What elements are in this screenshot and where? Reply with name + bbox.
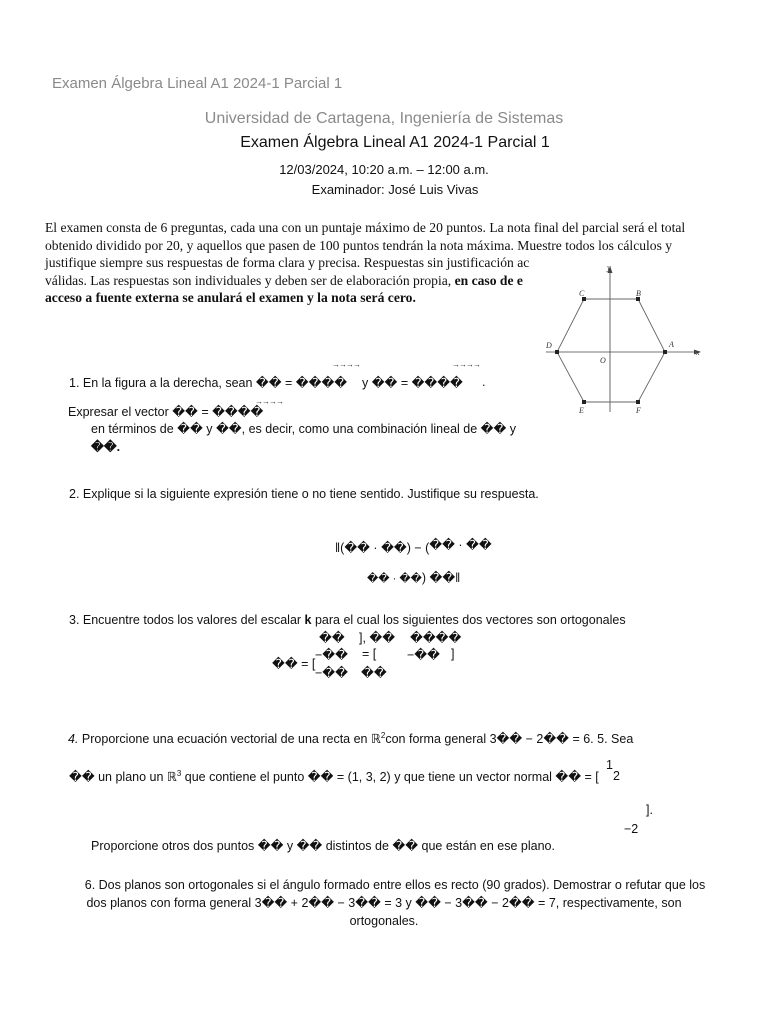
q3-matrix-entry: �� xyxy=(319,631,345,645)
q2-expression-top: ‖(�� · ��) − (�� · �� xyxy=(335,538,492,555)
q3-matrix-entry: ] xyxy=(451,647,455,661)
university-name: Universidad de Cartagena, Ingeniería de Sistemas xyxy=(204,110,564,127)
label-b: B xyxy=(636,289,641,298)
label-a: A xyxy=(669,340,674,349)
label-d: D xyxy=(546,341,552,350)
instructions-line: válidas. Las respuestas son individuales y deben ser de elaboración propia, en caso de e xyxy=(45,272,523,288)
q2-text: 2. Explique si la siguiente expresión tiene o no tiene sentido. Justifique su respuesta. xyxy=(69,487,539,501)
q6-line: ortogonales. xyxy=(349,914,419,928)
q3-matrix-entry: −�� xyxy=(315,648,348,662)
q6-text xyxy=(0,876,768,930)
label-c: C xyxy=(579,289,585,298)
vertex-e xyxy=(582,400,586,404)
label-f: F xyxy=(636,406,641,415)
vector-arrow: →→→→ xyxy=(452,360,480,369)
vector-arrow: →→→→ xyxy=(332,360,360,369)
q1-line: ��. xyxy=(91,440,121,454)
label-o: O xyxy=(600,356,606,365)
normal-vector-entry: 2 xyxy=(613,769,620,783)
normal-vector-entry: −2 xyxy=(624,822,639,836)
examiner: Examinador: José Luis Vivas xyxy=(311,182,479,197)
q1-line: 1. En la figura a la derecha, sean �� = ���� xyxy=(69,376,348,390)
q2-expression-bottom: �� · ��) ��‖ xyxy=(367,571,461,585)
q3-matrix-entry: = [ xyxy=(362,647,377,661)
instructions-line: obtenido dividido por 20, y aquellos que pasen de 100 puntos tendrán la nota máxima. Muestre todos los cálculos y xyxy=(45,237,673,253)
q5-line: �� un plano un ℝ$^3$ que contiene el punto �� = (1, 3, 2) y que tiene un vector normal �� = [ xyxy=(69,769,599,785)
instructions-line: El examen consta de 6 preguntas, cada una con un puntaje máximo de 20 puntos. La nota final del parcial será el total xyxy=(45,220,686,235)
q1-line: en términos de �� y ��, es decir, como una combinación lineal de �� y xyxy=(91,422,517,436)
q3-text: 3. Encuentre todos los valores del escalar k para el cual los siguientes dos vectores son ortogonales xyxy=(69,613,626,627)
label-x: x xyxy=(696,348,700,357)
hexagon xyxy=(557,299,665,402)
normal-vector-bracket: ]. xyxy=(646,803,653,817)
q3-matrix-entry: �� xyxy=(361,666,387,680)
q3-matrix-entry: ], �� xyxy=(359,631,396,645)
q6-line: 6. Dos planos son ortogonales si el ángulo formado entre ellos es recto (90 grados). Demostrar o refutar que los xyxy=(84,878,706,892)
vector-arrow: →→→→ xyxy=(255,397,283,406)
normal-vector-entry: 1 xyxy=(606,758,613,772)
vertex-d xyxy=(555,350,559,354)
header-small-title: Examen Álgebra Lineal A1 2024-1 Parcial 1 xyxy=(52,75,343,92)
vertex-f xyxy=(636,400,640,404)
label-y: y xyxy=(607,263,611,272)
instructions-line: acceso a fuente externa se anulará el examen y la nota será cero. xyxy=(45,290,416,306)
instructions-line: justifique siempre sus respuestas de forma clara y precisa. Respuestas sin justificación ac xyxy=(45,255,530,271)
q3-matrix-entry: −�� xyxy=(407,648,440,662)
q3-matrix-entry: −�� xyxy=(315,666,348,680)
q3-matrix-entry: �� = [ xyxy=(272,657,316,671)
q1-line: Expresar el vector �� = ���� xyxy=(68,405,264,419)
hexagon-figure xyxy=(538,262,703,417)
q5-line: Proporcione otros dos puntos �� y �� distintos de �� que están en ese plano. xyxy=(91,839,555,853)
q3-matrix-entry: ���� xyxy=(410,631,462,645)
q1-line: . xyxy=(482,375,486,389)
vertex-a xyxy=(663,350,667,354)
q4-line: 4. Proporcione una ecuación vectorial de una recta en ℝ$^2$con forma general 3�� − 2�� = 6. 5. Sea xyxy=(68,731,634,747)
exam-title: Examen Álgebra Lineal A1 2024-1 Parcial 1 xyxy=(240,134,550,151)
q1-line: y �� = ���� xyxy=(362,376,463,390)
exam-date: 12/03/2024, 10:20 a.m. – 12:00 a.m. xyxy=(279,162,489,177)
label-e: E xyxy=(579,406,584,415)
q6-line: dos planos con forma general 3�� + 2�� − 3�� = 3 y �� − 3�� − 2�� = 7, respectivamente, son xyxy=(86,896,682,910)
